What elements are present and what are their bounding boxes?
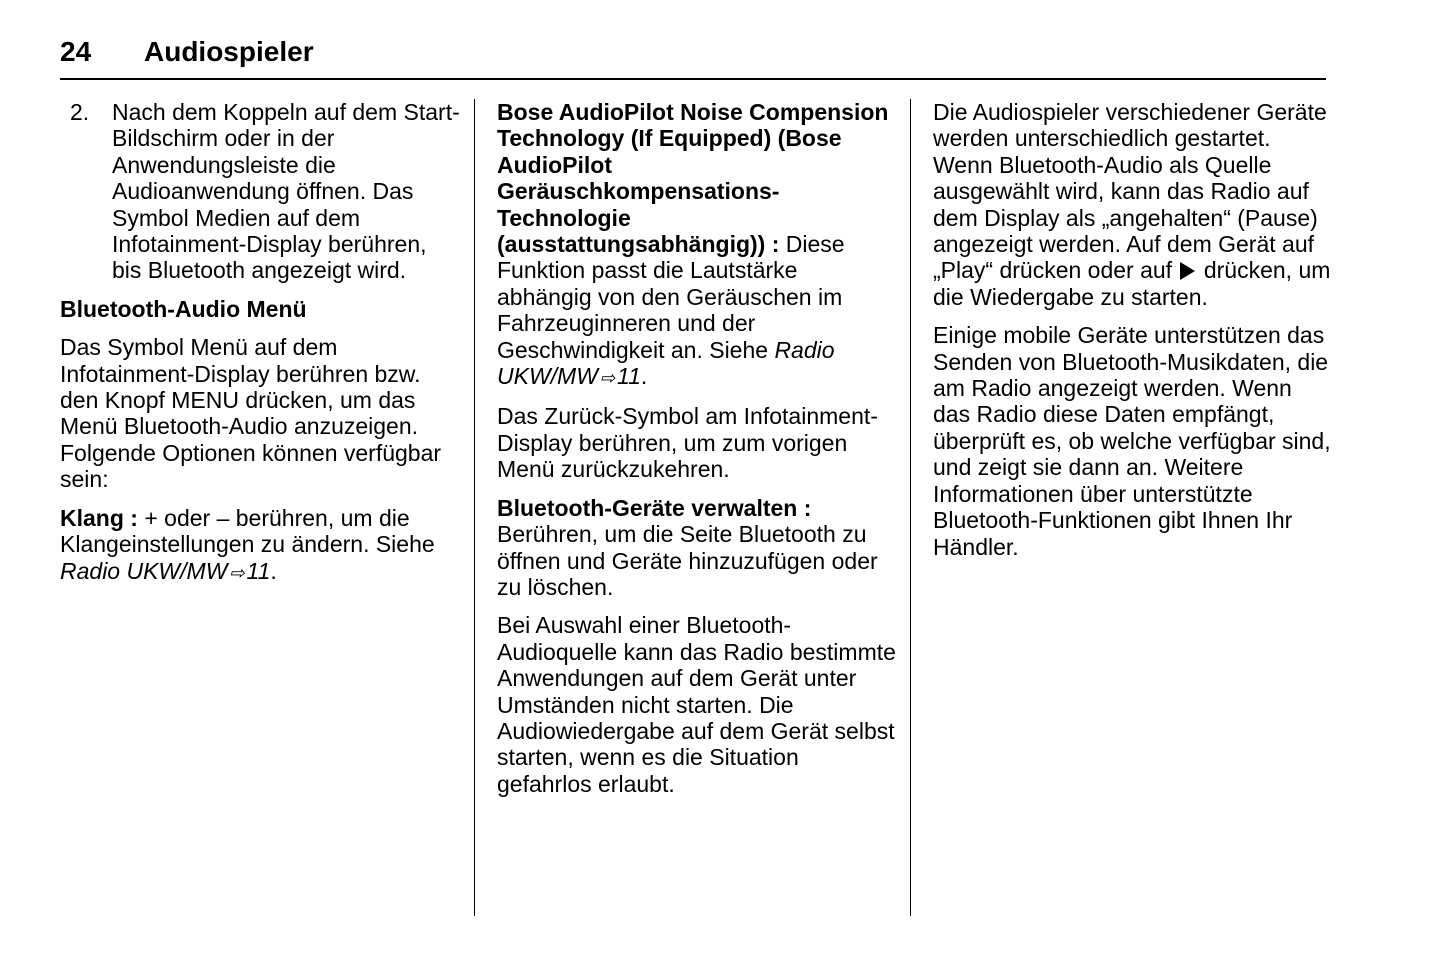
klang-text: + oder – berühren, um die Klangeinstellungen zu ändern. Siehe [60, 504, 435, 558]
manage-devices-text: Berühren, um die Seite Bluetooth zu öffnen und Geräte hinzuzufügen oder zu löschen. [497, 521, 878, 600]
player-start-end: drücken, um die Wiedergabe zu starten. [933, 257, 1331, 310]
play-icon [1180, 262, 1195, 280]
chapter-title: Audiospieler [144, 36, 314, 67]
section-heading: Bluetooth-Audio Menü [60, 295, 307, 322]
reference-arrow-icon: ⇨ [599, 368, 616, 389]
list-item-number: 2. [70, 99, 90, 125]
manage-devices-term: Bluetooth-Geräte verwalten : [497, 494, 812, 521]
music-data-paragraph: Einige mobile Geräte unterstützen das Senden von Bluetooth-Musikdaten, die am Radio angezeigt werden. Wenn das Radio diese Daten empfängt, überprüft es, ob welche verfügbar sind, und zeigt sie dann an. Weitere Informationen über unterstützte Bluetooth-Funktionen gibt Ihnen Ihr Händler. [933, 322, 1331, 560]
bose-text: Diese Funktion passt die Lautstärke abhängig von den Geräuschen im Fahrzeuginneren und der Geschwindigkeit an. Siehe [497, 231, 845, 363]
player-start-text: Die Audiospieler verschiedener Geräte werden unterschiedlich gestartet. Wenn Bluetooth-Audio als Quelle ausgewählt wird, kann das Radio auf dem Display als „angehalten“ (Pause) angezeigt werden. Auf dem Gerät auf „Play“ drücken oder auf [933, 99, 1327, 284]
list-item [60, 99, 460, 284]
column-3 [933, 99, 1333, 572]
bose-option [497, 99, 897, 391]
cross-reference-page[interactable]: 11 [246, 557, 271, 584]
page-header [60, 34, 1326, 80]
back-paragraph: Das Zurück-Symbol am Infotainment-Display berühren, um zum vorigen Menü zurückzukehren. [497, 403, 878, 483]
menu-paragraph: Das Symbol Menü auf dem Infotainment-Display berühren bzw. den Knopf MENU drücken, um das Menü Bluetooth-Audio anzuzeigen. Folgende Optionen können verfügbar sein: [60, 334, 442, 493]
bose-term: Bose AudioPilot Noise Compension Technology (If Equipped) (Bose AudioPilot Geräuschkompensations-Technologie (ausstattungsabhängig)) : [497, 99, 889, 258]
klang-term: Klang : [60, 504, 138, 531]
cross-reference-title[interactable]: Radio UKW/MW [497, 336, 835, 390]
player-start-paragraph [933, 99, 1333, 310]
cross-reference-title[interactable]: Radio UKW/MW [60, 557, 228, 584]
page-number: 24 [60, 36, 92, 67]
column-2 [497, 99, 897, 809]
column-divider [474, 99, 475, 916]
klang-end: . [270, 557, 277, 584]
audio-source-paragraph: Bei Auswahl einer Bluetooth-Audioquelle kann das Radio bestimmte Anwendungen auf dem Gerät unter Umständen nicht starten. Die Audiowiedergabe auf dem Gerät selbst starten, wenn es die Situation gefahrlos erlaubt. [497, 612, 896, 797]
list-item-text: Nach dem Koppeln auf dem Start-Bildschirm oder in der Anwendungsleiste die Audioanwendung öffnen. Das Symbol Medien auf dem Infotainment-Display berühren, bis Bluetooth angezeigt wird. [112, 99, 460, 284]
cross-reference-page[interactable]: 11 [617, 363, 641, 390]
column-divider [910, 99, 911, 916]
bose-end: . [640, 363, 648, 390]
reference-arrow-icon: ⇨ [229, 562, 245, 583]
column-1 [60, 99, 460, 598]
manage-devices-option [497, 495, 897, 601]
klang-option [60, 505, 460, 586]
